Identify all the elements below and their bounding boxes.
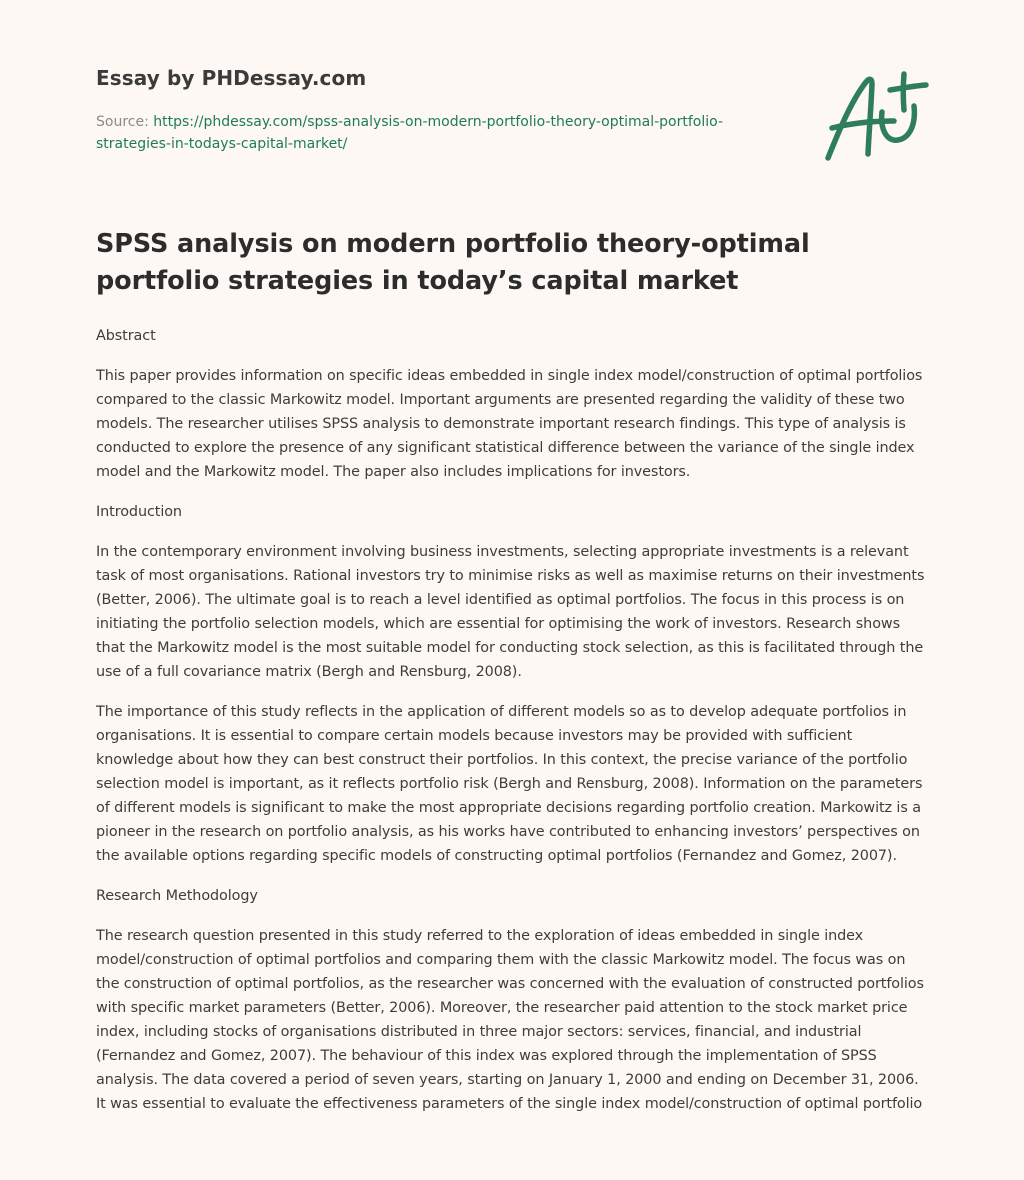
document-title: SPSS analysis on modern portfolio theory-optimal portfolio strategies in today’s capital market: [96, 229, 810, 296]
source-label: Source:: [96, 114, 149, 130]
section-heading-introduction: Introduction: [96, 504, 182, 520]
site-title: Essay by PHDessay.com: [96, 66, 367, 90]
paragraph-methodology: The research question presented in this study referred to the exploration of ideas embedded in single index model/construction of optimal portfolios and comparing them with the classic Markowitz model. The focus was on the construction of optimal portfolios, as the researcher was concerned with the evaluation of constructed portfolios with specific market parameters (Better, 2006). Moreover, the researcher paid attention to the stock market price index, including stocks of organisations distributed in three major sectors: services, financial, and industrial (Fernandez and Gomez, 2007). The behaviour of this index was explored through the implementation of SPSS analysis. The data covered a period of seven years, starting on January 1, 2000 and ending on December 31, 2006. It was essential to evaluate the effectiveness parameters of the single index model/construction of optimal portfolio: [96, 928, 924, 1112]
paragraph-introduction-1: In the contemporary environment involving business investments, selecting appropriate investments is a relevant task of most organisations. Rational investors try to minimise risks as well as maximise returns on their investments (Better, 2006). The ultimate goal is to reach a level identified as optimal portfolios. The focus in this process is on initiating the portfolio selection models, which are essential for optimising the work of investors. Research shows that the Markowitz model is the most suitable model for conducting stock selection, as this is facilitated through the use of a full covariance matrix (Bergh and Rensburg, 2008).: [96, 544, 925, 680]
source-link[interactable]: https://phdessay.com/spss-analysis-on-modern-portfolio-theory-optimal-portfolio-strategies-in-todays-capital-market/: [96, 114, 724, 152]
section-heading-abstract: Abstract: [96, 328, 156, 344]
paragraph-introduction-2: The importance of this study reflects in the application of different models so as to develop adequate portfolios in organisations. It is essential to compare certain models because investors may be provided with sufficient knowledge about how they can best construct their portfolios. In this context, the precise variance of the portfolio selection model is important, as it reflects portfolio risk (Bergh and Rensburg, 2008). Information on the parameters of different models is significant to make the most appropriate decisions regarding portfolio creation. Markowitz is a pioneer in the research on portfolio analysis, as his works have contributed to enhancing investors’ perspectives on the available options regarding specific models of constructing optimal portfolios (Fernandez and Gomez, 2007).: [96, 704, 923, 864]
a-plus-logo-icon: [822, 66, 932, 166]
section-heading-methodology: Research Methodology: [96, 888, 258, 904]
paragraph-abstract: This paper provides information on specific ideas embedded in single index model/construction of optimal portfolios compared to the classic Markowitz model. Important arguments are presented regarding the validity of these two models. The researcher utilises SPSS analysis to demonstrate important research findings. This type of analysis is conducted to explore the presence of any significant statistical difference between the variance of the single index model and the Markowitz model. The paper also includes implications for investors.: [96, 368, 923, 480]
document-body: [96, 324, 928, 1132]
a-plus-logo: [822, 66, 932, 166]
source-line: [96, 111, 736, 155]
